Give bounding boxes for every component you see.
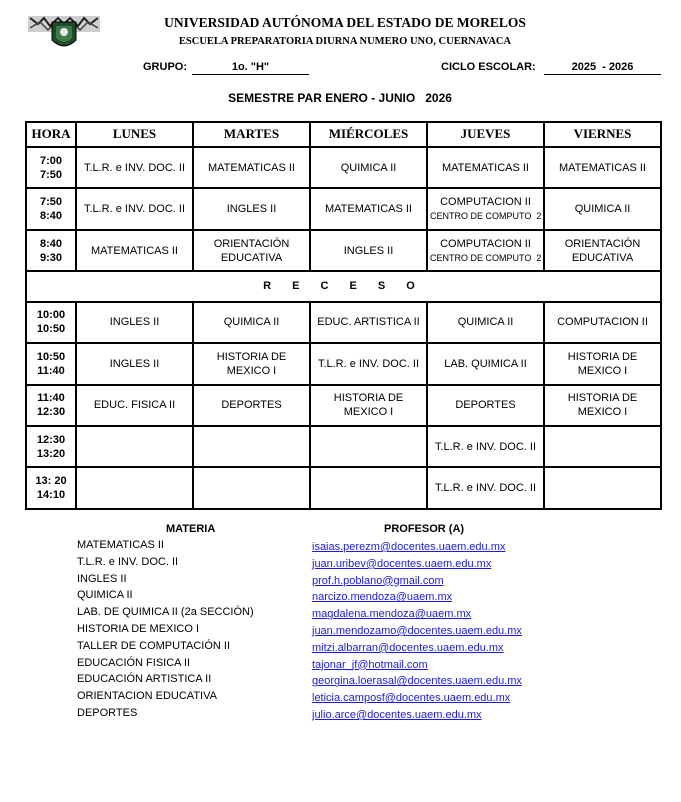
- time-cell: [26, 230, 76, 271]
- class-subject: HISTORIA DE MEXICO I: [567, 392, 638, 419]
- school-logo: [28, 14, 100, 54]
- materia-item: INGLES II: [77, 572, 127, 585]
- time-end: 11:40: [37, 364, 65, 377]
- class-cell: [76, 385, 193, 426]
- profesor-email-link[interactable]: julio.arce@docentes.uaem.edu.mx: [312, 708, 482, 721]
- class-subject: QUIMICA II: [457, 316, 514, 329]
- time-start: 7:50: [39, 196, 63, 209]
- profesor-email-link[interactable]: leticia.camposf@docentes.uaem.edu.mx: [312, 692, 511, 705]
- class-subject: DEPORTES: [455, 399, 516, 412]
- profesor-email-link[interactable]: juan.mendozamo@docentes.uaem.edu.mx: [312, 624, 522, 637]
- materia-item: LAB. DE QUIMICA II (2a SECCIÓN): [77, 606, 254, 619]
- time-cell: [26, 385, 76, 426]
- time-start: 11:40: [37, 392, 65, 405]
- class-cell: [193, 343, 310, 384]
- profesor-email-link[interactable]: tajonar_jf@hotmail.com: [312, 658, 428, 671]
- class-subject: T.L.R. e INV. DOC. II: [434, 440, 537, 453]
- class-subject: EDUC. FISICA II: [93, 399, 176, 412]
- time-cell: [26, 343, 76, 384]
- receso-label: R E C E S O: [26, 271, 661, 301]
- class-subject: COMPUTACION II: [557, 316, 648, 329]
- class-subject: T.L.R. e INV. DOC. II: [317, 357, 420, 370]
- class-subject: INGLES II: [226, 203, 277, 216]
- class-subject: HISTORIA DE MEXICO I: [333, 392, 404, 419]
- materia-list: [77, 538, 254, 723]
- class-cell: [544, 467, 661, 509]
- time-end: 14:10: [36, 489, 66, 502]
- header-jueves: JUEVES: [427, 122, 544, 147]
- class-cell: [76, 426, 193, 467]
- time-cell: [26, 467, 76, 509]
- ciclo-value: 2025 - 2026: [544, 61, 661, 75]
- class-subject: T.L.R. e INV. DOC. II: [83, 161, 186, 174]
- class-cell: [76, 230, 193, 271]
- materia-item: QUIMICA II: [77, 589, 133, 602]
- class-cell: [76, 188, 193, 229]
- schedule-row: [26, 188, 661, 229]
- class-subject: ORIENTACIÓN EDUCATIVA: [564, 237, 641, 264]
- university-name: UNIVERSIDAD AUTÓNOMA DEL ESTADO DE MORELOS: [164, 15, 526, 30]
- grupo-value: 1o. "H": [192, 61, 309, 75]
- class-cell: [427, 147, 544, 188]
- class-cell: [193, 230, 310, 271]
- materia-item: DEPORTES: [77, 706, 138, 719]
- time-cell: [26, 147, 76, 188]
- class-cell: [76, 302, 193, 343]
- time-end: 13:20: [36, 447, 66, 460]
- time-cell: [26, 302, 76, 343]
- class-cell: [310, 426, 427, 467]
- class-cell: [310, 147, 427, 188]
- class-cell: [427, 467, 544, 509]
- class-subject: T.L.R. e INV. DOC. II: [83, 203, 186, 216]
- class-cell: [193, 302, 310, 343]
- profesor-email-link[interactable]: narcizo.mendoza@uaem.mx: [312, 591, 453, 604]
- time-cell: [26, 426, 76, 467]
- class-cell: [427, 188, 544, 229]
- time-cell: [26, 188, 76, 229]
- class-cell: [544, 188, 661, 229]
- class-subject: MATEMATICAS II: [91, 244, 178, 257]
- class-cell: [310, 188, 427, 229]
- class-room: CENTRO DE COMPUTO 2: [430, 211, 542, 222]
- class-subject: COMPUTACION II: [440, 237, 531, 250]
- materia-item: TALLER DE COMPUTACIÓN II: [77, 639, 231, 652]
- header-viernes: VIERNES: [544, 122, 661, 147]
- profesor-email-link[interactable]: magdalena.mendoza@uaem.mx: [312, 608, 472, 621]
- schedule-row: [26, 230, 661, 271]
- time-end: 8:40: [39, 210, 63, 223]
- class-cell: [544, 147, 661, 188]
- materia-item: EDUCACIÓN FISICA II: [77, 656, 191, 669]
- schedule-row: [26, 147, 661, 188]
- class-cell: [427, 385, 544, 426]
- class-subject: MATEMATICAS II: [325, 203, 412, 216]
- time-end: 12:30: [36, 406, 66, 419]
- class-subject: T.L.R. e INV. DOC. II: [434, 482, 537, 495]
- schedule-table: [25, 121, 662, 510]
- class-subject: QUIMICA II: [574, 203, 631, 216]
- class-subject: QUIMICA II: [340, 161, 397, 174]
- schedule-row: [26, 343, 661, 384]
- schedule-row: [26, 302, 661, 343]
- class-cell: [76, 147, 193, 188]
- profesor-email-link[interactable]: isaias.perezm@docentes.uaem.edu.mx: [312, 541, 506, 553]
- time-start: 10:50: [36, 350, 66, 363]
- class-cell: [544, 230, 661, 271]
- class-subject: HISTORIA DE MEXICO I: [216, 350, 287, 377]
- time-end: 9:30: [39, 251, 63, 264]
- time-start: 8:40: [39, 237, 63, 250]
- time-start: 13: 20: [35, 475, 67, 488]
- materia-item: T.L.R. e INV. DOC. II: [77, 555, 179, 568]
- header-martes: MARTES: [193, 122, 310, 147]
- class-cell: [544, 343, 661, 384]
- header-miercoles: MIÉRCOLES: [310, 122, 427, 147]
- ciclo-label: CICLO ESCOLAR:: [441, 61, 536, 73]
- class-cell: [193, 188, 310, 229]
- class-cell: [310, 230, 427, 271]
- profesor-email-link[interactable]: prof.h.poblano@gmail.com: [312, 574, 444, 587]
- profesor-email-link[interactable]: georgina.loerasal@docentes.uaem.edu.mx: [312, 675, 522, 688]
- schedule-row: [26, 467, 661, 509]
- materia-header: MATERIA: [166, 523, 216, 535]
- class-cell: [193, 467, 310, 509]
- time-end: 7:50: [39, 168, 63, 181]
- class-cell: [310, 385, 427, 426]
- class-subject: EDUC. ARTISTICA II: [317, 316, 420, 329]
- class-cell: [193, 385, 310, 426]
- class-subject: INGLES II: [343, 244, 394, 257]
- class-subject: MATEMATICAS II: [442, 161, 529, 174]
- class-cell: [427, 230, 544, 271]
- class-cell: [76, 343, 193, 384]
- class-cell: [544, 426, 661, 467]
- materia-item: HISTORIA DE MEXICO I: [77, 622, 200, 635]
- header-hora: HORA: [26, 122, 76, 147]
- semester-title: SEMESTRE PAR ENERO - JUNIO 2026: [228, 91, 452, 105]
- class-cell: [76, 467, 193, 509]
- time-start: 10:00: [36, 309, 66, 322]
- class-subject: INGLES II: [109, 316, 160, 329]
- materia-item: EDUCACIÓN ARTISTICA II: [77, 673, 212, 686]
- header-lunes: LUNES: [76, 122, 193, 147]
- class-cell: [193, 426, 310, 467]
- class-subject: MATEMATICAS II: [208, 161, 295, 174]
- class-subject: HISTORIA DE MEXICO I: [567, 350, 638, 377]
- class-cell: [310, 343, 427, 384]
- grupo-label: GRUPO:: [143, 61, 187, 73]
- time-end: 10:50: [36, 323, 66, 336]
- class-subject: INGLES II: [109, 357, 160, 370]
- materia-item: ORIENTACION EDUCATIVA: [77, 690, 217, 703]
- class-subject: ORIENTACIÓN EDUCATIVA: [213, 237, 290, 264]
- class-subject: DEPORTES: [221, 399, 282, 412]
- schedule-header-row: [26, 122, 661, 147]
- class-cell: [193, 147, 310, 188]
- receso-row: [26, 271, 661, 301]
- profesor-header: PROFESOR (A): [384, 523, 465, 535]
- time-start: 7:00: [39, 154, 63, 167]
- schedule-row: [26, 426, 661, 467]
- class-cell: [310, 302, 427, 343]
- class-subject: QUIMICA II: [223, 316, 280, 329]
- class-cell: [310, 467, 427, 509]
- class-cell: [544, 385, 661, 426]
- class-cell: [427, 426, 544, 467]
- profesor-email-link[interactable]: mitzi.albarran@docentes.uaem.edu.mx: [312, 641, 504, 654]
- class-subject: COMPUTACION II: [440, 196, 531, 209]
- class-room: CENTRO DE COMPUTO 2: [430, 252, 542, 263]
- class-cell: [427, 302, 544, 343]
- materia-item: MATEMATICAS II: [77, 539, 164, 551]
- class-subject: LAB. QUIMICA II: [444, 357, 527, 370]
- class-subject: MATEMATICAS II: [559, 161, 646, 174]
- schedule-row: [26, 385, 661, 426]
- class-cell: [544, 302, 661, 343]
- time-start: 12:30: [36, 433, 66, 446]
- profesor-email-link[interactable]: juan.uribev@docentes.uaem.edu.mx: [312, 557, 492, 570]
- school-name: ESCUELA PREPARATORIA DIURNA NUMERO UNO, CUERNAVACA: [178, 36, 512, 47]
- class-cell: [427, 343, 544, 384]
- profesor-list: [312, 540, 522, 725]
